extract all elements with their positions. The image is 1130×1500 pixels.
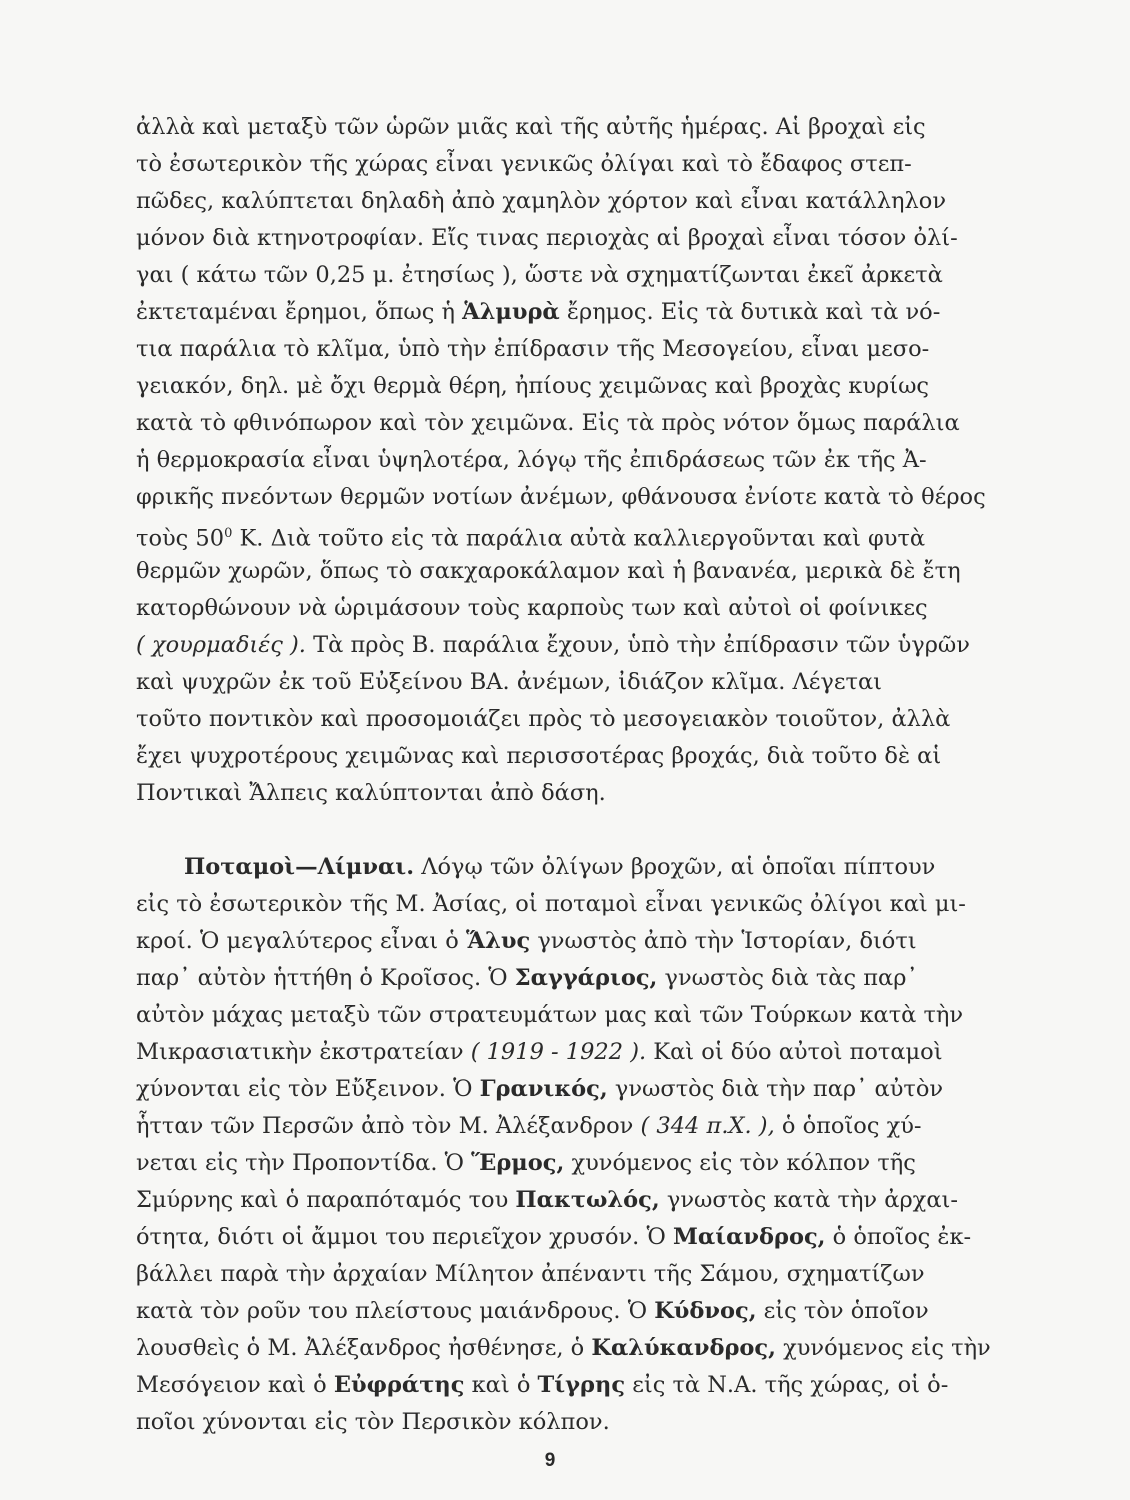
text-line: μόνον διὰ κτηνοτροφίαν. Εἴς τινας περιοχὰς αἱ βροχαὶ εἶναι τόσον ὀλί- [136,225,958,251]
place-name: Ἁλμυρὰ [462,299,560,325]
text-line: ότητα, διότι οἱ ἄμμοι του περιεῖχον χρυσόν. Ὁ Μαίανδρος, ὁ ὁποῖος ἐκ- [136,1224,972,1250]
text-line: πῶδες, καλύπτεται δηλαδὴ ἀπὸ χαμηλὸν χόρτον καὶ εἶναι κατάλληλον [136,188,947,214]
text-line: νεται εἰς τὴν Προποντίδα. Ὁ Ἕρμος, χυνόμενος εἰς τὸν κόλπον τῆς [136,1150,916,1176]
text-line: κατὰ τὸ φθινόπωρον καὶ τὸν χειμῶνα. Εἰς τὰ πρὸς νότον ὅμως παράλια [136,410,960,436]
river-name: Ἅλυς [465,928,531,954]
text-line: τοὺς $50^0$ Κ. Διὰ τοῦτο εἰς τὰ παράλια αὐτὰ καλλιεργοῦνται καὶ φυτὰ [136,525,926,552]
text-line: ἀλλὰ καὶ μεταξὺ τῶν ὡρῶν μιᾶς καὶ τῆς αὐτῆς ἡμέρας. Αἱ βροχαὶ εἰς [136,114,926,140]
text-line: ἐκτεταμέναι ἔρημοι, ὅπως ἡ Ἁλμυρὰ ἔρημος. Εἰς τὰ δυτικὰ καὶ τὰ νό- [136,299,941,325]
section-heading: Ποταμοὶ—Λίμναι. [184,854,415,880]
text-line: χύνονται εἰς τὸν Εὔξεινον. Ὁ Γρανικός, γνωστὸς διὰ τὴν παρ᾽ αὐτὸν [136,1076,944,1102]
river-name: Κύδνος, [654,1298,757,1324]
text-line: καὶ ψυχρῶν ἐκ τοῦ Εὐξείνου ΒΑ. ἀνέμων, ἰδιάζον κλῖμα. Λέγεται [136,669,882,695]
text-line: Μικρασιατικὴν ἐκστρατείαν ( 1919 - 1922 ). Καὶ οἱ δύο αὐτοὶ ποταμοὶ [136,1039,943,1065]
river-name: Σαγγάριος, [514,965,658,991]
river-name: Τίγρης [537,1372,626,1398]
text-line: ἡ θερμοκρασία εἶναι ὑψηλοτέρα, λόγῳ τῆς ἐπιδράσεως τῶν ἐκ τῆς Ἀ- [136,447,927,473]
river-name: Γρανικός, [479,1076,608,1102]
text-line: Ποντικαὶ Ἄλπεις καλύπτονται ἀπὸ δάση. [136,780,606,806]
text-line: τια παράλια τὸ κλῖμα, ὑπὸ τὴν ἐπίδρασιν τῆς Μεσογείου, εἶναι μεσο- [136,336,930,362]
river-name: Εὐφράτης [333,1372,465,1398]
text-line: ἔχει ψυχροτέρους χειμῶνας καὶ περισσοτέρας βροχάς, διὰ τοῦτο δὲ αἱ [136,743,942,769]
text-line: κατὰ τὸν ροῦν του πλείστους μαιάνδρους. Ὁ Κύδνος, εἰς τὸν ὁποῖον [136,1298,929,1324]
text-line: τοῦτο ποντικὸν καὶ προσομοιάζει πρὸς τὸ μεσογειακὸν τοιοῦτον, ἀλλὰ [136,706,951,732]
text-line: ποῖοι χύνονται εἰς τὸν Περσικὸν κόλπον. [136,1409,610,1435]
river-name: Ἕρμος, [471,1150,565,1176]
text-line: παρ᾽ αὐτὸν ἡττήθη ὁ Κροῖσος. Ὁ Σαγγάριος, γνωστὸς διὰ τὰς παρ᾽ [136,965,918,991]
text-line: ( χουρμαδιές ). Τὰ πρὸς Β. παράλια ἔχουν, ὑπὸ τὴν ἐπίδρασιν τῶν ὑγρῶν [136,632,970,658]
text-line: κροί. Ὁ μεγαλύτερος εἶναι ὁ Ἅλυς γνωστὸς ἀπὸ τὴν Ἱστορίαν, διότι [136,928,917,954]
river-name: Πακτωλός, [515,1187,660,1213]
river-name: Μαίανδρος, [672,1224,826,1250]
river-name: Καλύκανδρος, [591,1335,776,1361]
text-line: λουσθεὶς ὁ Μ. Ἀλέξανδρος ἠσθένησε, ὁ Καλύκανδρος, χυνόμενος εἰς τὴν [136,1335,991,1361]
text-line: κατορθώνουν νὰ ὡριμάσουν τοὺς καρποὺς των καὶ αὐτοὶ οἱ φοίνικες [136,595,928,621]
text-line: θερμῶν χωρῶν, ὅπως τὸ σακχαροκάλαμον καὶ ἡ βανανέα, μερικὰ δὲ ἔτη [136,558,961,584]
page-number: 9 [544,1450,556,1471]
text-line: Σμύρνης καὶ ὁ παραπόταμός του Πακτωλός, γνωστὸς κατὰ τὴν ἀρχαι- [136,1187,958,1213]
text-line: φρικῆς πνεόντων θερμῶν νοτίων ἀνέμων, φθάνουσα ἐνίοτε κατὰ τὸ θέρος [136,484,986,510]
text-line: γειακόν, δηλ. μὲ ὄχι θερμὰ θέρη, ἠπίους χειμῶνας καὶ βροχὰς κυρίως [136,373,930,399]
text-line: αὐτὸν μάχας μεταξὺ τῶν στρατευμάτων μας καὶ τῶν Τούρκων κατὰ τὴν [136,1002,964,1028]
text-line: Ποταμοὶ—Λίμναι. Λόγῳ τῶν ὀλίγων βροχῶν, αἱ ὁποῖαι πίπτουν [184,854,936,880]
text-line: ἧτταν τῶν Περσῶν ἀπὸ τὸν Μ. Ἀλέξανδρον ( 344 π.Χ. ), ὁ ὁποῖος χύ- [136,1113,922,1139]
text-line: τὸ ἐσωτερικὸν τῆς χώρας εἶναι γενικῶς ὀλίγαι καὶ τὸ ἔδαφος στεπ- [136,151,912,177]
text-line: Μεσόγειον καὶ ὁ Εὐφράτης καὶ ὁ Τίγρης εἰς τὰ Ν.Α. τῆς χώρας, οἱ ὁ- [136,1372,949,1398]
text-line: γαι ( κάτω τῶν 0,25 μ. ἐτησίως ), ὥστε νὰ σχηματίζωνται ἐκεῖ ἀρκετὰ [136,262,943,288]
text-line: εἰς τὸ ἐσωτερικὸν τῆς Μ. Ἀσίας, οἱ ποταμοὶ εἶναι γενικῶς ὀλίγοι καὶ μι- [136,891,966,917]
text-line: βάλλει παρὰ τὴν ἀρχαίαν Μίλητον ἀπέναντι τῆς Σάμου, σχηματίζων [136,1261,925,1287]
